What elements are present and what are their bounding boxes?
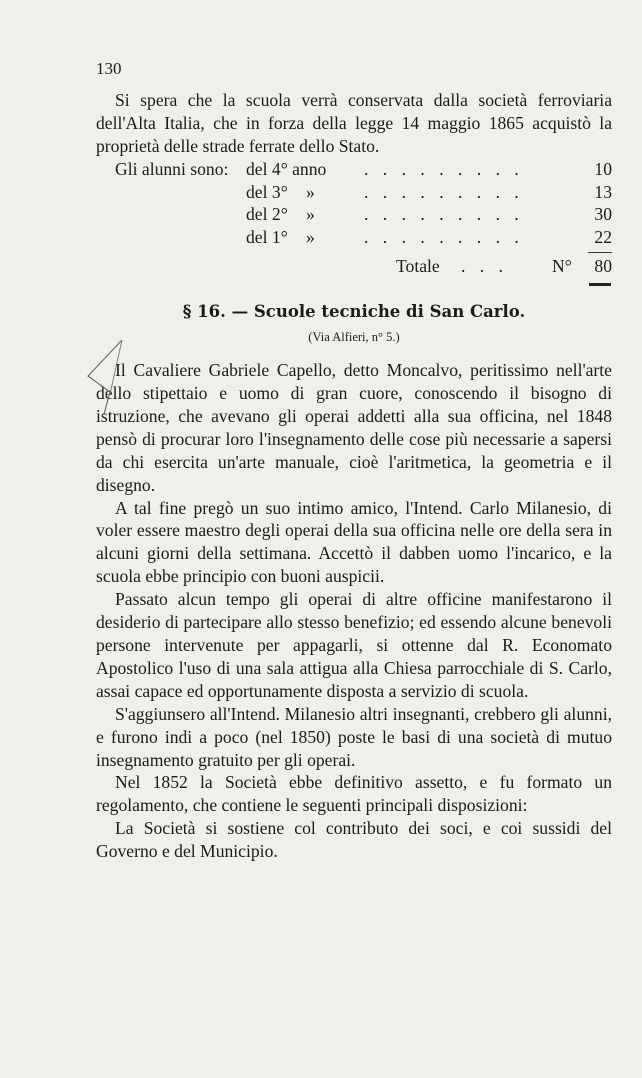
- tally-count: 30: [594, 204, 612, 225]
- leader-dots: . . . . . . . . .: [364, 158, 524, 179]
- tally-row-2: [96, 203, 612, 226]
- ditto-mark: »: [306, 181, 315, 202]
- body-paragraph: A tal fine pregò un suo intimo amico, l'Intend. Carlo Milanesio, di voler essere maestro degli operai della sua officina nelle ore della sera in alcuni giorni della settimana. Accettò il dabben uomo l'incarico, e la scuola ebbe principio con buoni auspicii.: [96, 497, 612, 587]
- intro-paragraph: Si spera che la scuola verrà conservata dalla società ferroviaria dell'Alta Italia, che in forza della legge 14 maggio 1865 acquistò la proprietà delle strade ferrate dello Stato.: [96, 89, 612, 156]
- total-label: Totale: [396, 256, 440, 277]
- total-rule: [589, 283, 611, 286]
- tally-label: del 1°: [246, 227, 288, 248]
- section-address: (Via Alfieri, n° 5.): [308, 330, 400, 345]
- leader-dots: . . . . . . . . .: [364, 181, 524, 202]
- total-count: 80: [594, 256, 612, 277]
- tally-intro: Gli alunni sono:: [115, 158, 229, 179]
- tally-count: 10: [594, 158, 612, 179]
- body-paragraph: Il Cavaliere Gabriele Capello, detto Moncalvo, peritissimo nell'arte dello stipettaio e uomo di gran cuore, conoscendo il bisogno di istruzione, che avevano gli operai addetti alla sua officina, nel 1848 pensò di procurar loro l'insegnamento delle cose più necessarie a sapersi da chi esercita un'arte manuale, cioè l'aritmetica, la geometria e il disegno.: [96, 360, 612, 495]
- tally-row-1: [96, 226, 612, 253]
- tally-label: del 2°: [246, 204, 288, 225]
- leader-dots: . . . . . . . . .: [364, 204, 524, 225]
- tally-row-4: [96, 158, 612, 181]
- section-title: § 16. — Scuole tecniche di San Carlo.: [182, 302, 526, 322]
- book-page: [96, 58, 612, 863]
- page-number: 130: [96, 59, 122, 78]
- body-paragraph: La Società si sostiene col contributo dei soci, e coi sussidi del Governo e del Municipio.: [96, 818, 612, 862]
- tally-count: 22: [594, 227, 612, 248]
- ditto-mark: »: [306, 204, 315, 225]
- tally-label: del 3°: [246, 181, 288, 202]
- tally-count: 13: [594, 181, 612, 202]
- leader-dots: . . . . . . . . .: [364, 227, 524, 248]
- tally-label: del 4° anno: [246, 158, 327, 179]
- total-prefix: N°: [552, 256, 572, 277]
- tally-row-3: [96, 181, 612, 204]
- body-paragraph: Passato alcun tempo gli operai di altre officine manifestarono il desiderio di partecipare allo stesso benefizio; ed essendo alcune benevoli persone intervenute per appagarli, si ottenne dal R. Economato Apostolico l'uso di una sala attigua alla Chiesa parrocchiale di S. Carlo, assai capace ed opportunamente disposta a servizio di scuola.: [96, 589, 612, 701]
- body-paragraph: S'aggiunsero all'Intend. Milanesio altri insegnanti, crebbero gli alunni, e furono indi a poco (nel 1850) poste le basi di una società di mutuo insegnamento gratuito per gli operai.: [96, 703, 612, 770]
- leader-dots: . . .: [461, 256, 508, 277]
- body-paragraph: Nel 1852 la Società ebbe definitivo assetto, e fu formato un regolamento, che contiene le seguenti principali disposizioni:: [96, 772, 612, 816]
- tally-total-row: [96, 253, 612, 281]
- pencil-mark-icon: [82, 336, 142, 416]
- ditto-mark: »: [306, 227, 315, 248]
